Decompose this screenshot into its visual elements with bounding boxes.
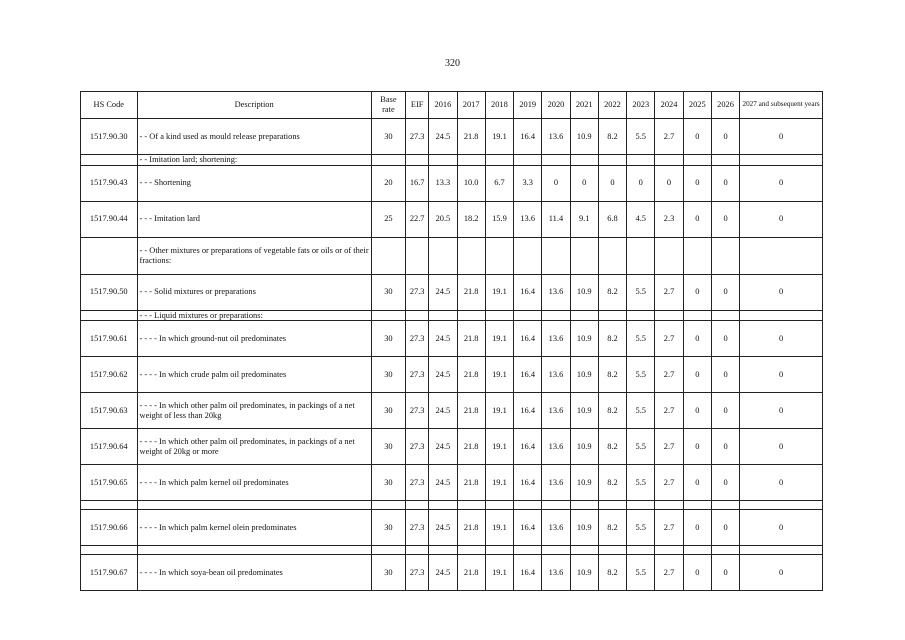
rate-cell: 0: [683, 465, 711, 501]
rate-cell: [485, 237, 513, 274]
rate-cell: 19.1: [485, 465, 513, 501]
table-row: [81, 165, 823, 201]
rate-cell: 19.1: [485, 357, 513, 393]
table-row: [81, 274, 823, 310]
rate-cell: 24.5: [429, 429, 457, 465]
rate-cell: 0: [683, 201, 711, 237]
rate-cell: 0: [711, 465, 739, 501]
rate-cell: [598, 501, 626, 510]
rate-cell: 0: [570, 165, 598, 201]
rate-cell: [711, 155, 739, 166]
table-row: [81, 155, 823, 166]
rate-cell: 27.3: [406, 429, 429, 465]
rate-cell: 30: [371, 393, 405, 429]
rate-cell: 19.1: [485, 274, 513, 310]
rate-cell: 16.4: [514, 510, 542, 546]
rate-cell: [542, 310, 570, 321]
description-cell: - - - Liquid mixtures or preparations:: [137, 310, 371, 321]
rate-cell: [627, 237, 655, 274]
rate-cell: 0: [683, 165, 711, 201]
rate-cell: 27.3: [406, 555, 429, 591]
rate-cell: [457, 310, 485, 321]
rate-cell: [655, 546, 683, 555]
rate-cell: [683, 546, 711, 555]
rate-cell: 0: [740, 119, 823, 155]
rate-cell: 16.4: [514, 555, 542, 591]
rate-cell: [514, 546, 542, 555]
rate-cell: 24.5: [429, 555, 457, 591]
hs-code-cell: [81, 155, 138, 166]
rate-cell: [371, 310, 405, 321]
rate-cell: [371, 546, 405, 555]
rate-cell: [406, 501, 429, 510]
rate-cell: 19.1: [485, 510, 513, 546]
rate-cell: 8.2: [598, 510, 626, 546]
rate-cell: 5.5: [627, 510, 655, 546]
rate-cell: 2.7: [655, 321, 683, 357]
hs-code-cell: [81, 501, 138, 510]
column-header: 2026: [711, 92, 739, 119]
rate-cell: 19.1: [485, 321, 513, 357]
rate-cell: 0: [683, 274, 711, 310]
column-header: Description: [137, 92, 371, 119]
rate-cell: 0: [740, 274, 823, 310]
rate-cell: [406, 546, 429, 555]
rate-cell: 19.1: [485, 393, 513, 429]
rate-cell: 22.7: [406, 201, 429, 237]
rate-cell: 8.2: [598, 119, 626, 155]
rate-cell: [542, 155, 570, 166]
description-cell: - - Other mixtures or preparations of vegetable fats or oils or of their fractions:: [137, 237, 371, 274]
rate-cell: 3.3: [514, 165, 542, 201]
rate-cell: [542, 237, 570, 274]
rate-cell: 0: [711, 201, 739, 237]
rate-cell: [371, 155, 405, 166]
rate-cell: 5.5: [627, 393, 655, 429]
rate-cell: 13.3: [429, 165, 457, 201]
column-header: 2022: [598, 92, 626, 119]
rate-cell: 8.2: [598, 429, 626, 465]
rate-cell: 0: [683, 429, 711, 465]
hs-code-cell: 1517.90.44: [81, 201, 138, 237]
column-header: 2020: [542, 92, 570, 119]
rate-cell: 30: [371, 274, 405, 310]
hs-code-cell: 1517.90.66: [81, 510, 138, 546]
rate-cell: 27.3: [406, 357, 429, 393]
rate-cell: 5.5: [627, 465, 655, 501]
description-cell: - - - - In which other palm oil predominates, in packings of a net weight of 20kg or more: [137, 429, 371, 465]
rate-cell: 5.5: [627, 429, 655, 465]
rate-cell: 27.3: [406, 274, 429, 310]
rate-cell: 2.7: [655, 274, 683, 310]
rate-cell: [740, 155, 823, 166]
column-header: 2027 and subsequent years: [740, 92, 823, 119]
description-cell: - - Imitation lard; shortening:: [137, 155, 371, 166]
rate-cell: 21.8: [457, 465, 485, 501]
rate-cell: 11.4: [542, 201, 570, 237]
rate-cell: 13.6: [542, 321, 570, 357]
rate-cell: 2.7: [655, 555, 683, 591]
rate-cell: [683, 501, 711, 510]
rate-cell: 4.5: [627, 201, 655, 237]
rate-cell: 20: [371, 165, 405, 201]
rate-cell: [683, 310, 711, 321]
rate-cell: [711, 310, 739, 321]
rate-cell: [627, 310, 655, 321]
rate-cell: 30: [371, 510, 405, 546]
rate-cell: 5.5: [627, 119, 655, 155]
rate-cell: 30: [371, 119, 405, 155]
rate-cell: [371, 237, 405, 274]
rate-cell: 24.5: [429, 510, 457, 546]
rate-cell: 10.9: [570, 429, 598, 465]
description-cell: - - - - In which palm kernel oil predominates: [137, 465, 371, 501]
rate-cell: 24.5: [429, 357, 457, 393]
rate-cell: [570, 546, 598, 555]
rate-cell: 8.2: [598, 274, 626, 310]
rate-cell: 19.1: [485, 555, 513, 591]
rate-cell: 20.5: [429, 201, 457, 237]
rate-cell: [429, 155, 457, 166]
rate-cell: 8.2: [598, 393, 626, 429]
hs-code-cell: 1517.90.64: [81, 429, 138, 465]
table-header-row: [81, 92, 823, 119]
column-header: HS Code: [81, 92, 138, 119]
rate-cell: 25: [371, 201, 405, 237]
rate-cell: [570, 310, 598, 321]
column-header: 2025: [683, 92, 711, 119]
rate-cell: 16.4: [514, 465, 542, 501]
rate-cell: [371, 501, 405, 510]
rate-cell: 0: [740, 465, 823, 501]
rate-cell: 6.8: [598, 201, 626, 237]
rate-cell: [485, 310, 513, 321]
rate-cell: 2.7: [655, 465, 683, 501]
rate-cell: [429, 310, 457, 321]
description-cell: - - - Solid mixtures or preparations: [137, 274, 371, 310]
hs-code-cell: 1517.90.61: [81, 321, 138, 357]
description-cell: - - - - In which palm kernel olein predominates: [137, 510, 371, 546]
rate-cell: 0: [740, 393, 823, 429]
rate-cell: [627, 155, 655, 166]
rate-cell: 13.6: [542, 465, 570, 501]
rate-cell: 30: [371, 429, 405, 465]
rate-cell: [627, 546, 655, 555]
rate-cell: 0: [740, 321, 823, 357]
hs-code-cell: 1517.90.63: [81, 393, 138, 429]
column-header: 2017: [457, 92, 485, 119]
rate-cell: 27.3: [406, 393, 429, 429]
rate-cell: [711, 546, 739, 555]
description-cell: - - - - In which crude palm oil predominates: [137, 357, 371, 393]
rate-cell: 16.4: [514, 357, 542, 393]
column-header: 2023: [627, 92, 655, 119]
rate-cell: 0: [683, 510, 711, 546]
rate-cell: 10.9: [570, 465, 598, 501]
rate-cell: 13.6: [542, 274, 570, 310]
rate-cell: 8.2: [598, 465, 626, 501]
rate-cell: [429, 237, 457, 274]
rate-cell: 0: [711, 429, 739, 465]
rate-cell: 0: [627, 165, 655, 201]
rate-cell: [406, 310, 429, 321]
column-header: EIF: [406, 92, 429, 119]
rate-cell: 2.3: [655, 201, 683, 237]
table-row: [81, 310, 823, 321]
rate-cell: 21.8: [457, 119, 485, 155]
description-cell: - - - Shortening: [137, 165, 371, 201]
rate-cell: 5.5: [627, 321, 655, 357]
rate-cell: [429, 546, 457, 555]
rate-cell: 0: [740, 201, 823, 237]
rate-cell: [457, 155, 485, 166]
rate-cell: [598, 546, 626, 555]
rate-cell: 19.1: [485, 119, 513, 155]
rate-cell: [740, 501, 823, 510]
description-cell: - - - - In which ground-nut oil predominates: [137, 321, 371, 357]
rate-cell: 13.6: [542, 119, 570, 155]
rate-cell: 27.3: [406, 465, 429, 501]
table-row: [81, 465, 823, 501]
rate-cell: [570, 501, 598, 510]
column-header: 2018: [485, 92, 513, 119]
rate-cell: 16.4: [514, 321, 542, 357]
rate-cell: 24.5: [429, 393, 457, 429]
description-cell: - - - - In which soya-bean oil predominates: [137, 555, 371, 591]
rate-cell: 24.5: [429, 119, 457, 155]
rate-cell: 10.9: [570, 274, 598, 310]
rate-cell: 8.2: [598, 357, 626, 393]
rate-cell: 0: [740, 429, 823, 465]
rate-cell: 16.4: [514, 274, 542, 310]
table-row: [81, 357, 823, 393]
rate-cell: 21.8: [457, 555, 485, 591]
rate-cell: [655, 155, 683, 166]
hs-code-cell: 1517.90.30: [81, 119, 138, 155]
rate-cell: 2.7: [655, 357, 683, 393]
rate-cell: 18.2: [457, 201, 485, 237]
rate-cell: 0: [740, 165, 823, 201]
rate-cell: [683, 155, 711, 166]
rate-cell: 2.7: [655, 119, 683, 155]
description-cell: - - Of a kind used as mould release preparations: [137, 119, 371, 155]
rate-cell: 2.7: [655, 429, 683, 465]
rate-cell: [485, 155, 513, 166]
rate-cell: 21.8: [457, 274, 485, 310]
rate-cell: [514, 237, 542, 274]
table-body: [81, 119, 823, 591]
rate-cell: [457, 501, 485, 510]
rate-cell: 27.3: [406, 119, 429, 155]
rate-cell: [598, 310, 626, 321]
rate-cell: 0: [711, 165, 739, 201]
rate-cell: [485, 546, 513, 555]
hs-code-cell: 1517.90.50: [81, 274, 138, 310]
rate-cell: 27.3: [406, 510, 429, 546]
rate-cell: [485, 501, 513, 510]
rate-cell: 9.1: [570, 201, 598, 237]
rate-cell: 10.9: [570, 555, 598, 591]
table-row: [81, 546, 823, 555]
rate-cell: 5.5: [627, 357, 655, 393]
page-number: 320: [445, 58, 460, 69]
rate-cell: 30: [371, 465, 405, 501]
rate-cell: 13.6: [514, 201, 542, 237]
hs-code-cell: 1517.90.67: [81, 555, 138, 591]
rate-cell: 10.9: [570, 510, 598, 546]
rate-cell: [514, 310, 542, 321]
rate-cell: 0: [683, 357, 711, 393]
rate-cell: 0: [740, 555, 823, 591]
rate-cell: 0: [542, 165, 570, 201]
rate-cell: 13.6: [542, 555, 570, 591]
hs-code-cell: [81, 546, 138, 555]
rate-cell: [740, 237, 823, 274]
rate-cell: 24.5: [429, 321, 457, 357]
rate-cell: 13.6: [542, 357, 570, 393]
rate-cell: 16.4: [514, 429, 542, 465]
rate-cell: 15.9: [485, 201, 513, 237]
rate-cell: 30: [371, 555, 405, 591]
hs-code-cell: 1517.90.65: [81, 465, 138, 501]
table-row: [81, 393, 823, 429]
rate-cell: [655, 501, 683, 510]
rate-cell: 24.5: [429, 465, 457, 501]
rate-cell: 13.6: [542, 393, 570, 429]
description-cell: [137, 501, 371, 510]
rate-cell: [514, 155, 542, 166]
rate-cell: 21.8: [457, 393, 485, 429]
table-row: [81, 321, 823, 357]
rate-cell: 0: [711, 274, 739, 310]
rate-cell: 10.9: [570, 357, 598, 393]
rate-cell: [598, 237, 626, 274]
table-row: [81, 429, 823, 465]
table-row: [81, 201, 823, 237]
rate-cell: [711, 237, 739, 274]
rate-cell: 19.1: [485, 429, 513, 465]
description-cell: [137, 546, 371, 555]
rate-cell: [740, 546, 823, 555]
rate-cell: [711, 501, 739, 510]
rate-cell: [406, 155, 429, 166]
rate-cell: 16.4: [514, 119, 542, 155]
column-header: 2016: [429, 92, 457, 119]
column-header: 2019: [514, 92, 542, 119]
rate-cell: 5.5: [627, 274, 655, 310]
table-row: [81, 501, 823, 510]
rate-cell: 0: [711, 357, 739, 393]
rate-cell: [627, 501, 655, 510]
rate-cell: [429, 501, 457, 510]
rate-cell: 30: [371, 357, 405, 393]
rate-cell: 0: [711, 555, 739, 591]
rate-cell: 10.9: [570, 321, 598, 357]
rate-cell: 0: [740, 510, 823, 546]
rate-cell: [570, 155, 598, 166]
rate-cell: [457, 237, 485, 274]
rate-cell: 16.4: [514, 393, 542, 429]
rate-cell: [542, 501, 570, 510]
tariff-schedule-table: [80, 91, 823, 591]
rate-cell: 8.2: [598, 555, 626, 591]
rate-cell: 2.7: [655, 510, 683, 546]
rate-cell: 10.9: [570, 393, 598, 429]
rate-cell: 0: [683, 321, 711, 357]
rate-cell: 21.8: [457, 357, 485, 393]
rate-cell: 10.9: [570, 119, 598, 155]
rate-cell: [598, 155, 626, 166]
rate-cell: 0: [655, 165, 683, 201]
rate-cell: [570, 237, 598, 274]
rate-cell: 21.8: [457, 429, 485, 465]
column-header: 2021: [570, 92, 598, 119]
rate-cell: 27.3: [406, 321, 429, 357]
rate-cell: 0: [683, 555, 711, 591]
column-header: Base rate: [371, 92, 405, 119]
hs-code-cell: [81, 310, 138, 321]
hs-code-cell: [81, 237, 138, 274]
rate-cell: [683, 237, 711, 274]
rate-cell: 0: [711, 510, 739, 546]
rate-cell: 24.5: [429, 274, 457, 310]
column-header: 2024: [655, 92, 683, 119]
rate-cell: 21.8: [457, 510, 485, 546]
table-row: [81, 237, 823, 274]
rate-cell: 0: [740, 357, 823, 393]
rate-cell: 8.2: [598, 321, 626, 357]
rate-cell: [514, 501, 542, 510]
rate-cell: [542, 546, 570, 555]
rate-cell: 30: [371, 321, 405, 357]
rate-cell: 6.7: [485, 165, 513, 201]
hs-code-cell: 1517.90.62: [81, 357, 138, 393]
description-cell: - - - - In which other palm oil predominates, in packings of a net weight of less than 20kg: [137, 393, 371, 429]
rate-cell: [655, 237, 683, 274]
rate-cell: 0: [711, 119, 739, 155]
rate-cell: 16.7: [406, 165, 429, 201]
rate-cell: 5.5: [627, 555, 655, 591]
table-row: [81, 119, 823, 155]
table-row: [81, 510, 823, 546]
rate-cell: [740, 310, 823, 321]
rate-cell: 0: [598, 165, 626, 201]
rate-cell: [406, 237, 429, 274]
rate-cell: 0: [683, 119, 711, 155]
rate-cell: 21.8: [457, 321, 485, 357]
description-cell: - - - Imitation lard: [137, 201, 371, 237]
rate-cell: 13.6: [542, 510, 570, 546]
rate-cell: 0: [711, 321, 739, 357]
rate-cell: 0: [711, 393, 739, 429]
hs-code-cell: 1517.90.43: [81, 165, 138, 201]
rate-cell: 13.6: [542, 429, 570, 465]
rate-cell: 0: [683, 393, 711, 429]
rate-cell: 2.7: [655, 393, 683, 429]
rate-cell: 10.0: [457, 165, 485, 201]
rate-cell: [457, 546, 485, 555]
rate-cell: [655, 310, 683, 321]
table-row: [81, 555, 823, 591]
